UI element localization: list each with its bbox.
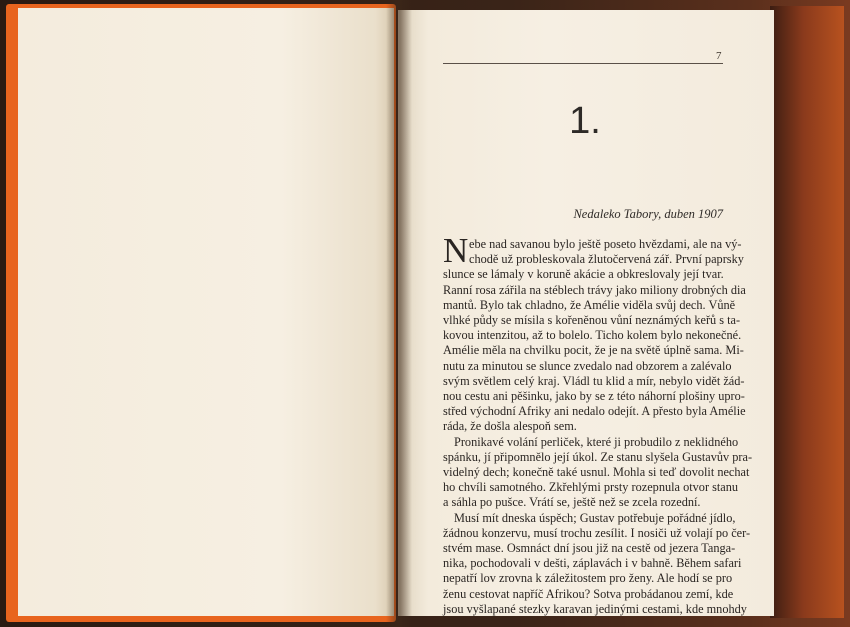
text-line: kovou intenzitou, až to bolelo. Ticho kolem bylo nekonečné. [443, 328, 742, 343]
text-line: ebe nad savanou bylo ještě poseto hvězdami, ale na vý- [469, 237, 742, 251]
text-line: slunce se lámaly v koruně akácie a obkreslovaly její tvar. [443, 267, 724, 282]
page-number: 7 [716, 50, 722, 62]
text-line: jsou vyšlapané stezky karavan jedinými cestami, kde mnohdy [443, 601, 747, 616]
chapter-dateline: Nedaleko Tabory, duben 1907 [573, 207, 723, 221]
text-line: spánku, jí připomnělo její úkol. Ze stanu slyšela Gustavův pra- [443, 449, 753, 464]
book-gutter-shadow [386, 0, 412, 627]
text-line: Pronikavé volání perliček, které ji probudilo z neklidného [454, 434, 739, 449]
body-text [443, 231, 753, 617]
text-line: nepatří lov zrovna k záležitostem pro ženy. Ale hodí se pro [443, 571, 733, 586]
text-line: stvém mase. Osmnáct dní jsou již na cestě od jezera Tanga- [443, 541, 736, 556]
drop-cap: N [443, 231, 469, 270]
text-line: nika, pochodovali v dešti, záplavách i v bahně. Během safari [443, 556, 742, 571]
header-rule [443, 63, 723, 64]
text-line: a sáhla po pušce. Vrátí se, ještě než se zcela rozední. [443, 495, 701, 510]
text-line: vlhké půdy se mísila s kořeněnou vůní neznámých keřů s ta- [443, 313, 741, 328]
text-line: ráda, že došla alespoň sem. [443, 419, 577, 434]
text-line: chodě už probleskovala žlutočervená zář. První paprsky [469, 252, 744, 267]
text-line: ho chvíli samotného. Zkřehlými prsty rozepnula otvor stanu [443, 480, 739, 495]
chapter-number: 1. [569, 100, 601, 142]
text-line: videlný dech; konečně také usnul. Mohla si teď dovolit nechat [443, 465, 750, 480]
left-blank-page [18, 8, 394, 616]
text-line: Amélie měla na chvilku pocit, že je na světě úplně sama. Mi- [443, 343, 744, 358]
text-line: mantů. Bylo tak chladno, že Amélie viděla svůj dech. Vůně [443, 297, 736, 312]
paragraph [443, 231, 746, 435]
paragraph [443, 434, 753, 511]
text-line: nou cestu ani pěšinku, jako by se z této náhorní plošiny upro- [443, 389, 745, 404]
book-cover-right-edge [770, 6, 844, 618]
text-line: střed východní Afriky ani nedalo odejít. A přesto byla Amélie [443, 404, 746, 419]
text-line: nutu za minutou se slunce zvedalo nad obzorem a zalévalo [443, 358, 732, 373]
text-line: žádnou konzervu, musí trochu zesílit. I nosiči už volají po čer- [443, 525, 751, 540]
paragraph [443, 510, 751, 617]
text-line: svým světlem celý kraj. Vládl tu klid a mír, nebylo vidět žád- [443, 373, 745, 388]
text-line: Ranní rosa zářila na stéblech trávy jako miliony drobných dia [443, 282, 746, 297]
text-line: Musí mít dneska úspěch; Gustav potřebuje pořádné jídlo, [454, 510, 736, 525]
text-line: ženu cestovat napříč Afrikou? Sotva probádanou zemí, kde [443, 586, 734, 601]
